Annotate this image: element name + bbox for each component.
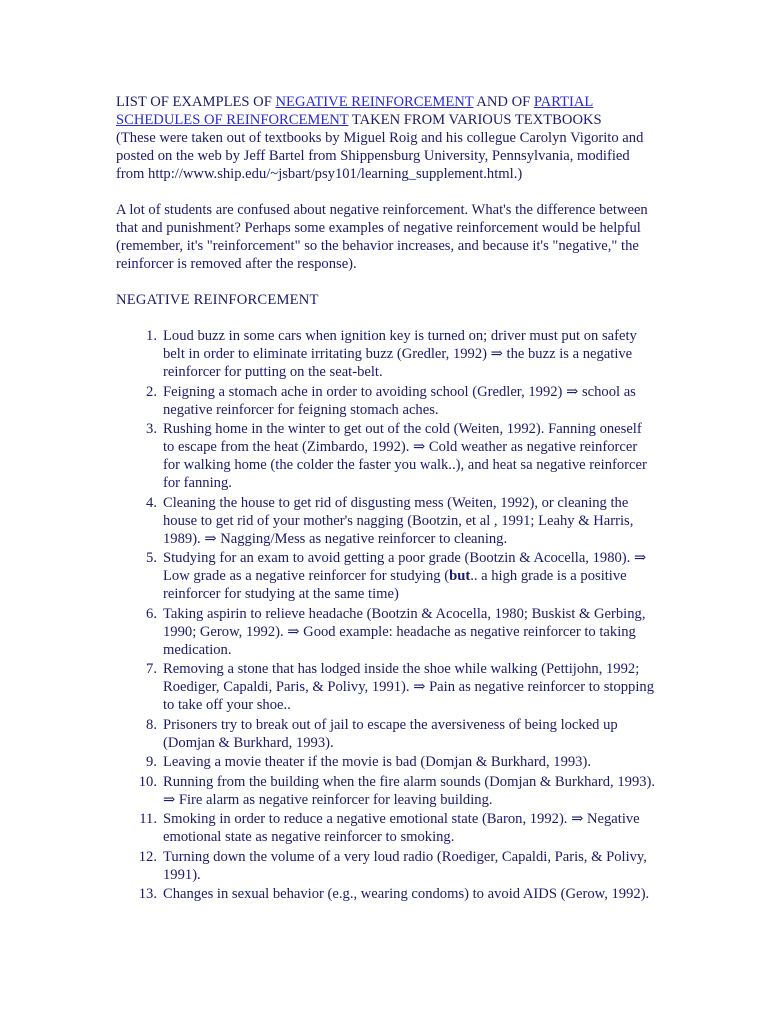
partial-schedules-link-part2[interactable]: SCHEDULES OF REINFORCEMENT [116,112,349,128]
negative-reinforcement-link[interactable]: NEGATIVE REINFORCEMENT [275,94,474,110]
partial-schedules-link-part1[interactable]: PARTIAL [533,94,594,110]
intro-paragraph: A lot of students are confused about negative reinforcement. What's the difference between that and punishment? Perhaps some examples of negative reinforcement would be helpful (remember, it's "reinforcement" so the behavior increases, and because it's "negative," the reinforcer is removed after the response). [116,202,648,272]
list-item: Running from the building when the fire alarm sounds (Domjan & Burkhard, 1993). ⇒ Fire alarm as negative reinforcer for leaving building. [163,773,656,808]
document-body [116,93,656,905]
examples-list [116,327,656,903]
list-item: Studying for an exam to avoid getting a poor grade (Bootzin & Acocella, 1980). ⇒ Low grade as a negative reinforcer for studying (but.. a high grade is a positive reinforcer for studying at the same time) [163,550,647,602]
title-prefix: LIST OF EXAMPLES OF [116,94,272,110]
document-title [116,93,656,129]
list-item: Prisoners try to break out of jail to escape the aversiveness of being locked up (Domjan & Burkhard, 1993). [163,716,618,751]
list-item: Loud buzz in some cars when ignition key is turned on; driver must put on safety belt in order to eliminate irritating buzz (Gredler, 1992) ⇒ the buzz is a negative reinforcer for putting on the seat-belt. [163,328,637,380]
source-note: (These were taken out of textbooks by Miguel Roig and his collegue Carolyn Vigorito and posted on the web by Jeff Bartel from Shippensburg University, Pennsylvania, modified from http://www.ship.edu/~jsbart/psy101/learning_supplement.html.) [116,130,644,182]
list-item: Turning down the volume of a very loud radio (Roediger, Capaldi, Paris, & Polivy, 1991). [163,848,647,883]
list-item: Leaving a movie theater if the movie is bad (Domjan & Burkhard, 1993). [163,754,591,770]
list-item: Smoking in order to reduce a negative emotional state (Baron, 1992). ⇒ Negative emotional state as negative reinforcer to smoking. [163,811,640,845]
list-item: Feigning a stomach ache in order to avoiding school (Gredler, 1992) ⇒ school as negative reinforcer for feigning stomach aches. [163,383,636,418]
list-item: Rushing home in the winter to get out of the cold (Weiten, 1992). Fanning oneself to escape from the heat (Zimbardo, 1992). ⇒ Cold weather as negative reinforcer for walking home (the colder the faster you walk..), and heat sa negative reinforcer for fanning. [163,421,647,491]
list-item: Changes in sexual behavior (e.g., wearing condoms) to avoid AIDS (Gerow, 1992). [163,886,650,902]
list-item: Taking aspirin to relieve headache (Bootzin & Acocella, 1980; Buskist & Gerbing, 1990; Gerow, 1992). ⇒ Good example: headache as negative reinforcer to taking medication. [163,605,646,658]
section-heading: NEGATIVE REINFORCEMENT [116,292,319,308]
title-suffix: TAKEN FROM VARIOUS TEXTBOOKS [351,112,602,128]
list-item: Removing a stone that has lodged inside the shoe while walking (Pettijohn, 1992; Roediger, Capaldi, Paris, & Polivy, 1991). ⇒ Pain as negative reinforcer to stopping to take off your shoe.. [163,661,654,713]
emphasis-but: but [449,568,471,584]
title-middle: AND OF [476,94,531,110]
list-item: Cleaning the house to get rid of disgusting mess (Weiten, 1992), or cleaning the house to get rid of your mother's nagging (Bootzin, et al , 1991; Leahy & Harris, 1989). ⇒ Nagging/Mess as negative reinforcer to cleaning. [163,494,634,547]
